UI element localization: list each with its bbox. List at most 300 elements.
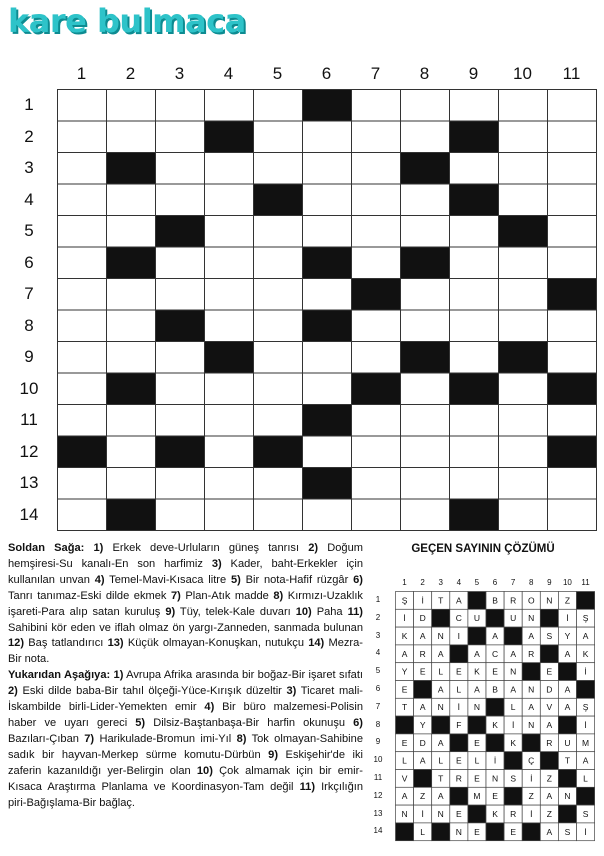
- solution-row-number: 10: [373, 755, 383, 765]
- clue-number: 14): [308, 637, 325, 650]
- white-cell[interactable]: [254, 216, 303, 248]
- solution-letter: A: [401, 791, 408, 802]
- clue-number: 12): [8, 637, 25, 650]
- white-cell[interactable]: [352, 468, 401, 500]
- white-cell[interactable]: [205, 310, 254, 342]
- white-cell[interactable]: [548, 310, 597, 342]
- solution-letter: L: [474, 755, 480, 766]
- logo: kare bulmaca: [8, 2, 246, 40]
- white-cell[interactable]: [107, 121, 156, 153]
- white-cell[interactable]: [401, 499, 450, 531]
- column-number: 11: [562, 64, 581, 83]
- row-number: 8: [24, 315, 34, 335]
- white-cell[interactable]: [352, 153, 401, 185]
- black-cell: [58, 436, 107, 468]
- solution-row-number: 7: [375, 701, 381, 711]
- white-cell[interactable]: [205, 247, 254, 279]
- solution-column-number: 8: [528, 578, 534, 587]
- solution-letter: Z: [528, 791, 534, 802]
- white-cell[interactable]: [58, 90, 107, 122]
- clue-number: 4): [204, 701, 215, 714]
- solution-letter: U: [473, 613, 481, 624]
- white-cell[interactable]: [450, 216, 499, 248]
- white-cell[interactable]: [58, 405, 107, 437]
- white-cell[interactable]: [499, 373, 548, 405]
- clue-text: Eski dilde baba-Bir tahıl ölçeği-Yüce-Kırışık düzeltir: [17, 685, 282, 698]
- black-cell: [548, 279, 597, 311]
- black-cell: [156, 216, 205, 248]
- white-cell[interactable]: [156, 342, 205, 374]
- white-cell[interactable]: [401, 310, 450, 342]
- clue-number: 9): [165, 605, 176, 618]
- white-cell[interactable]: [352, 216, 401, 248]
- solution-black-cell: [450, 734, 468, 752]
- solution-letter: C: [455, 613, 462, 624]
- solution-column-number: 10: [562, 578, 572, 587]
- white-cell[interactable]: [254, 373, 303, 405]
- white-cell[interactable]: [254, 405, 303, 437]
- solution-letter: İ: [566, 613, 569, 624]
- white-cell[interactable]: [58, 468, 107, 500]
- black-cell: [548, 373, 597, 405]
- solution-letter: E: [419, 666, 426, 677]
- white-cell[interactable]: [401, 436, 450, 468]
- white-cell[interactable]: [254, 121, 303, 153]
- solution-black-cell: [486, 823, 504, 841]
- black-cell: [450, 121, 499, 153]
- solution-letter: N: [437, 702, 444, 713]
- solution-letter: E: [474, 737, 480, 748]
- solution-letter: L: [583, 773, 588, 784]
- solution-letter: V: [401, 773, 408, 784]
- solution-column-number: 3: [438, 578, 443, 587]
- solution-black-cell: [522, 734, 540, 752]
- black-cell: [156, 436, 205, 468]
- white-cell[interactable]: [205, 153, 254, 185]
- black-cell: [107, 153, 156, 185]
- clue-number: 13): [107, 637, 124, 650]
- white-cell[interactable]: [254, 247, 303, 279]
- solution-row-number: 11: [373, 773, 383, 782]
- solution-column-number: 11: [581, 578, 590, 587]
- solution-letter: N: [564, 791, 571, 802]
- solution-letter: Ş: [582, 613, 589, 624]
- column-number: 8: [419, 64, 430, 83]
- solution-letter: A: [456, 595, 462, 606]
- white-cell[interactable]: [450, 247, 499, 279]
- clue-text: Baş tatlandırıcı: [24, 637, 104, 650]
- solution-letter: Ş: [401, 595, 408, 606]
- solution-black-cell: [504, 627, 522, 645]
- solution-letter: T: [438, 773, 444, 784]
- solution-letter: R: [419, 648, 426, 659]
- clue-number: 10): [196, 764, 213, 777]
- solution-letter: İ: [421, 595, 424, 606]
- row-number: 11: [20, 410, 38, 429]
- clue-number: 8): [236, 732, 247, 745]
- solution-letter: C: [491, 648, 499, 659]
- white-cell[interactable]: [450, 342, 499, 374]
- clue-text: Tanrı tanımaz-Eski dilde ekmek: [8, 589, 167, 602]
- white-cell[interactable]: [401, 373, 450, 405]
- white-cell[interactable]: [450, 468, 499, 500]
- black-cell: [303, 405, 352, 437]
- white-cell[interactable]: [58, 342, 107, 374]
- clue-number: 6): [353, 573, 363, 586]
- solution-black-cell: [522, 823, 540, 841]
- white-cell[interactable]: [156, 90, 205, 122]
- white-cell[interactable]: [352, 121, 401, 153]
- solution-row-number: 8: [375, 719, 381, 729]
- solution-letter: B: [492, 684, 498, 695]
- down-clues: [8, 669, 363, 808]
- solution-letter: S: [582, 809, 589, 819]
- white-cell[interactable]: [107, 184, 156, 216]
- black-cell: [548, 436, 597, 468]
- solution-black-cell: [558, 663, 576, 681]
- column-number: 7: [370, 64, 381, 83]
- white-cell[interactable]: [450, 279, 499, 311]
- solution-letter: N: [455, 826, 462, 837]
- white-cell[interactable]: [499, 310, 548, 342]
- down-heading: Yukarıdan Aşağıya:: [8, 669, 111, 682]
- white-cell[interactable]: [548, 468, 597, 500]
- white-cell[interactable]: [156, 468, 205, 500]
- solution-letter: İ: [530, 773, 533, 784]
- column-number: 5: [272, 64, 283, 83]
- white-cell[interactable]: [205, 405, 254, 437]
- white-cell[interactable]: [401, 216, 450, 248]
- solution-black-cell: [414, 770, 432, 788]
- white-cell[interactable]: [107, 216, 156, 248]
- clue-text: Dilsiz-Baştanbaşa-Bir harfin okunuşu: [145, 716, 346, 729]
- white-cell[interactable]: [401, 468, 450, 500]
- solution-letter: A: [419, 755, 426, 766]
- white-cell[interactable]: [254, 310, 303, 342]
- white-cell[interactable]: [107, 405, 156, 437]
- white-cell[interactable]: [401, 405, 450, 437]
- solution-letter: M: [582, 737, 590, 748]
- white-cell[interactable]: [401, 90, 450, 122]
- white-cell[interactable]: [205, 90, 254, 122]
- solution-letter: A: [419, 702, 426, 713]
- white-cell[interactable]: [450, 436, 499, 468]
- solution-column-number: 6: [492, 578, 498, 587]
- solution-letter: N: [437, 631, 444, 641]
- white-cell[interactable]: [58, 184, 107, 216]
- column-number: 4: [223, 64, 234, 83]
- clue-text: Avrupa Afrika arasında bir boğaz-Bir işaret sıfatı: [123, 669, 363, 682]
- solution-column-number: 1: [402, 578, 407, 587]
- solution-letter: A: [564, 684, 571, 695]
- white-cell[interactable]: [450, 90, 499, 122]
- solution-letter: N: [491, 773, 499, 784]
- solution-letter: İ: [511, 720, 515, 730]
- solution-black-cell: [577, 787, 595, 805]
- solution-letter: A: [582, 631, 589, 641]
- white-cell[interactable]: [548, 184, 597, 216]
- white-cell[interactable]: [499, 184, 548, 216]
- white-cell[interactable]: [58, 310, 107, 342]
- solution-black-cell: [504, 787, 522, 805]
- white-cell[interactable]: [499, 153, 548, 185]
- white-cell[interactable]: [205, 468, 254, 500]
- white-cell[interactable]: [107, 436, 156, 468]
- white-cell[interactable]: [548, 216, 597, 248]
- solution-letter: A: [564, 702, 571, 713]
- white-cell[interactable]: [548, 90, 597, 122]
- solution-letter: Z: [564, 595, 571, 606]
- white-cell[interactable]: [499, 247, 548, 279]
- white-cell[interactable]: [548, 405, 597, 437]
- white-cell[interactable]: [58, 279, 107, 311]
- white-cell[interactable]: [499, 405, 548, 437]
- clue-number: 6): [353, 716, 364, 729]
- white-cell[interactable]: [156, 153, 205, 185]
- white-cell[interactable]: [401, 184, 450, 216]
- solution-letter: N: [437, 809, 444, 819]
- solution-black-cell: [432, 823, 450, 841]
- white-cell[interactable]: [58, 216, 107, 248]
- white-cell[interactable]: [352, 436, 401, 468]
- white-cell[interactable]: [499, 436, 548, 468]
- white-cell[interactable]: [548, 153, 597, 185]
- solution-letter: N: [528, 684, 535, 695]
- column-number: 1: [76, 64, 87, 83]
- row-number: 13: [19, 473, 39, 492]
- solution-row-number: 3: [375, 630, 381, 640]
- solution-black-cell: [396, 716, 414, 734]
- solution-letter: E: [492, 791, 498, 802]
- black-cell: [352, 279, 401, 311]
- solution-letter: L: [510, 702, 516, 713]
- solution-black-cell: [450, 645, 468, 663]
- clue-text: Bir büro malzemesi-Polisin haber ve uyarı gereci: [8, 701, 363, 729]
- clue-text: Çok almamak için bir emir-Kısaca Araştırma Planlama ve Koordinasyon-Tam değil: [8, 764, 363, 793]
- white-cell[interactable]: [107, 310, 156, 342]
- column-number: 10: [513, 64, 532, 83]
- white-cell[interactable]: [156, 279, 205, 311]
- white-cell[interactable]: [303, 279, 352, 311]
- white-cell[interactable]: [58, 499, 107, 531]
- white-cell[interactable]: [107, 279, 156, 311]
- clue-text: Eskişehir'de iki zaferin kazanıldığı yer-Belirgin olan: [8, 748, 363, 777]
- white-cell[interactable]: [254, 342, 303, 374]
- white-cell[interactable]: [205, 436, 254, 468]
- white-cell[interactable]: [107, 90, 156, 122]
- white-cell[interactable]: [303, 121, 352, 153]
- row-number: 9: [24, 347, 34, 366]
- black-cell: [156, 310, 205, 342]
- white-cell[interactable]: [499, 499, 548, 531]
- white-cell[interactable]: [58, 373, 107, 405]
- black-cell: [205, 342, 254, 374]
- white-cell[interactable]: [205, 499, 254, 531]
- solution-letter: A: [474, 684, 480, 695]
- solution-letter: Z: [420, 791, 426, 802]
- solution-letter: Ş: [582, 702, 589, 713]
- white-cell[interactable]: [58, 153, 107, 185]
- solution-black-cell: [486, 734, 504, 752]
- solution-letter: K: [492, 720, 498, 730]
- white-cell[interactable]: [58, 247, 107, 279]
- solution-letter: A: [437, 737, 444, 748]
- solution-letter: A: [401, 648, 408, 659]
- black-cell: [450, 499, 499, 531]
- solution-black-cell: [558, 770, 576, 788]
- white-cell[interactable]: [303, 373, 352, 405]
- clue-text: Ticaret mali-İskambilde birli-Lider-Yemekten emir: [8, 685, 363, 714]
- white-cell[interactable]: [450, 310, 499, 342]
- solution-row-number: 4: [375, 648, 381, 658]
- white-cell[interactable]: [205, 373, 254, 405]
- solution-letter: R: [510, 809, 517, 819]
- white-cell[interactable]: [352, 184, 401, 216]
- solution-letter: U: [510, 613, 517, 624]
- black-cell: [450, 373, 499, 405]
- clue-number: 7): [84, 732, 95, 745]
- solution-letter: U: [564, 737, 571, 748]
- solution-letter: K: [474, 666, 480, 677]
- solution-letter: N: [546, 595, 553, 606]
- solution-black-cell: [540, 645, 558, 663]
- white-cell[interactable]: [156, 499, 205, 531]
- solution-letter: İ: [584, 666, 587, 677]
- solution-black-cell: [468, 805, 486, 823]
- clue-number: 5): [135, 716, 146, 729]
- clue-text: Tüy, telek-Kale duvarı: [175, 605, 291, 618]
- white-cell[interactable]: [352, 90, 401, 122]
- black-cell: [499, 216, 548, 248]
- white-cell[interactable]: [254, 499, 303, 531]
- white-cell[interactable]: [254, 468, 303, 500]
- black-cell: [107, 247, 156, 279]
- white-cell[interactable]: [548, 247, 597, 279]
- clue-number: 11): [299, 780, 316, 793]
- row-number: 1: [24, 95, 34, 114]
- solution-letter: Y: [564, 631, 571, 641]
- white-cell[interactable]: [548, 121, 597, 153]
- solution-letter: Ç: [528, 755, 535, 766]
- white-cell[interactable]: [58, 121, 107, 153]
- white-cell[interactable]: [107, 468, 156, 500]
- solution-letter: R: [528, 648, 535, 659]
- white-cell[interactable]: [499, 279, 548, 311]
- solution-black-cell: [558, 805, 576, 823]
- white-cell[interactable]: [499, 468, 548, 500]
- white-cell[interactable]: [352, 405, 401, 437]
- solution-black-cell: [577, 592, 595, 610]
- solution-letter: Z: [546, 773, 552, 784]
- clue-number: 2): [8, 685, 18, 698]
- solution-black-cell: [522, 663, 540, 681]
- solution-letter: D: [419, 613, 426, 624]
- solution-black-cell: [468, 716, 486, 734]
- solution-letter: İ: [457, 702, 461, 713]
- white-cell[interactable]: [548, 499, 597, 531]
- clue-number: 4): [94, 573, 105, 586]
- solution-letter: A: [437, 648, 444, 659]
- white-cell[interactable]: [254, 90, 303, 122]
- row-number: 10: [19, 378, 39, 398]
- white-cell[interactable]: [450, 405, 499, 437]
- solution-letter: N: [401, 809, 408, 819]
- black-cell: [401, 342, 450, 374]
- solution-letter: İ: [530, 809, 533, 819]
- white-cell[interactable]: [303, 436, 352, 468]
- solution-letter: A: [546, 720, 553, 730]
- white-cell[interactable]: [303, 499, 352, 531]
- white-cell[interactable]: [156, 373, 205, 405]
- solution-letter: R: [546, 737, 553, 748]
- clue-number: 7): [171, 589, 181, 602]
- white-cell[interactable]: [401, 279, 450, 311]
- solution-black-cell: [577, 681, 595, 699]
- white-cell[interactable]: [156, 405, 205, 437]
- solution-letter: A: [528, 631, 535, 641]
- solution-letter: T: [401, 702, 408, 713]
- white-cell[interactable]: [499, 121, 548, 153]
- clue-number: 5): [230, 573, 241, 586]
- black-cell: [107, 499, 156, 531]
- white-cell[interactable]: [107, 342, 156, 374]
- clue-text: Harikulade-Bromun imi-Yıl: [94, 732, 232, 745]
- clue-text: Plan-Atık madde: [180, 589, 269, 602]
- white-cell[interactable]: [303, 342, 352, 374]
- black-cell: [254, 184, 303, 216]
- white-cell[interactable]: [352, 499, 401, 531]
- white-cell[interactable]: [254, 279, 303, 311]
- solution-letter: İ: [421, 809, 424, 819]
- clues: [8, 541, 363, 811]
- white-cell[interactable]: [499, 90, 548, 122]
- white-cell[interactable]: [156, 184, 205, 216]
- black-cell: [303, 247, 352, 279]
- white-cell[interactable]: [205, 184, 254, 216]
- white-cell[interactable]: [205, 279, 254, 311]
- white-cell[interactable]: [205, 216, 254, 248]
- solution-letter: B: [492, 595, 498, 606]
- solution-letter: E: [456, 809, 462, 819]
- clue-number: 2): [308, 542, 319, 554]
- white-cell[interactable]: [156, 247, 205, 279]
- white-cell[interactable]: [156, 121, 205, 153]
- solution-letter: L: [456, 684, 462, 695]
- white-cell[interactable]: [548, 342, 597, 374]
- solution-letter: İ: [584, 720, 587, 730]
- white-cell[interactable]: [401, 121, 450, 153]
- solution-column-number: 9: [547, 578, 552, 587]
- white-cell[interactable]: [254, 153, 303, 185]
- white-cell[interactable]: [303, 216, 352, 248]
- white-cell[interactable]: [352, 247, 401, 279]
- clue-text: Irkçılığın piri-Bağışlama-Bir bağlaç.: [8, 780, 363, 809]
- white-cell[interactable]: [450, 153, 499, 185]
- across-heading: Soldan Sağa:: [8, 542, 85, 554]
- solution-letter: I: [457, 631, 461, 641]
- crossword-grid[interactable]: [57, 89, 597, 531]
- solution-row-number: 5: [375, 666, 381, 676]
- white-cell[interactable]: [352, 310, 401, 342]
- clue-text: Küçük olmayan-Konuşkan, nutukçu: [123, 637, 304, 650]
- white-cell[interactable]: [303, 184, 352, 216]
- solution-letter: D: [546, 684, 553, 695]
- clue-number: 9): [268, 748, 279, 761]
- solution-column-number: 5: [474, 578, 480, 587]
- white-cell[interactable]: [303, 153, 352, 185]
- solution-letter: L: [438, 755, 444, 766]
- white-cell[interactable]: [352, 342, 401, 374]
